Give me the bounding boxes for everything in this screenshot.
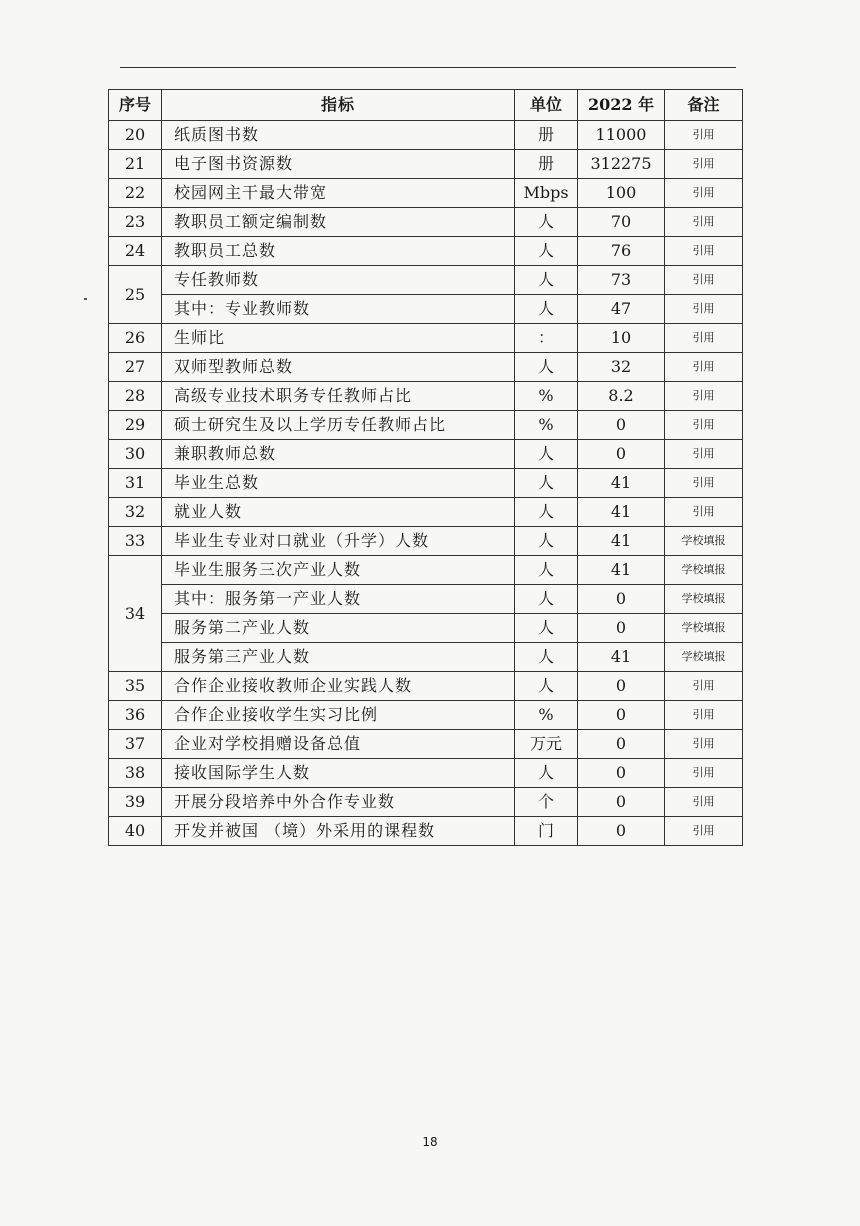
row-seq: 27 (109, 353, 162, 382)
row-unit: 人 (515, 440, 578, 469)
row-value: 41 (578, 527, 665, 556)
row-note: 引用 (665, 672, 743, 701)
row-value: 0 (578, 759, 665, 788)
row-unit: 人 (515, 643, 578, 672)
table-header-row (109, 90, 743, 121)
row-unit: 册 (515, 150, 578, 179)
row-value: 0 (578, 440, 665, 469)
table-row (109, 527, 743, 556)
row-unit: 人 (515, 208, 578, 237)
row-value: 0 (578, 614, 665, 643)
row-indicator: 专任教师数 (162, 266, 515, 295)
row-note: 引用 (665, 266, 743, 295)
row-seq: 30 (109, 440, 162, 469)
row-note: 引用 (665, 208, 743, 237)
statistics-table (108, 89, 743, 846)
row-value: 41 (578, 469, 665, 498)
row-note: 引用 (665, 817, 743, 846)
row-indicator: 其中：专业教师数 (162, 295, 515, 324)
table-row (109, 121, 743, 150)
header-indicator: 指标 (162, 90, 515, 121)
row-seq: 39 (109, 788, 162, 817)
row-seq: 26 (109, 324, 162, 353)
row-value: 0 (578, 672, 665, 701)
row-seq: 25 (109, 266, 162, 324)
row-seq: 28 (109, 382, 162, 411)
row-indicator: 电子图书资源数 (162, 150, 515, 179)
table-row (109, 556, 743, 585)
row-seq: 34 (109, 556, 162, 672)
row-indicator: 企业对学校捐赠设备总值 (162, 730, 515, 759)
row-indicator: 纸质图书数 (162, 121, 515, 150)
table-row (109, 150, 743, 179)
table-row (109, 208, 743, 237)
row-note: 引用 (665, 730, 743, 759)
page-number: 18 (422, 1135, 438, 1149)
row-seq: 32 (109, 498, 162, 527)
row-indicator: 生师比 (162, 324, 515, 353)
row-indicator: 合作企业接收教师企业实践人数 (162, 672, 515, 701)
row-indicator: 其中：服务第一产业人数 (162, 585, 515, 614)
row-value: 0 (578, 817, 665, 846)
row-indicator: 开展分段培养中外合作专业数 (162, 788, 515, 817)
table-row (109, 411, 743, 440)
row-unit: 人 (515, 266, 578, 295)
row-indicator: 教职员工总数 (162, 237, 515, 266)
table-row (109, 701, 743, 730)
row-seq: 21 (109, 150, 162, 179)
row-note: 引用 (665, 295, 743, 324)
row-note: 引用 (665, 411, 743, 440)
row-unit: 人 (515, 469, 578, 498)
row-note: 引用 (665, 788, 743, 817)
row-seq: 23 (109, 208, 162, 237)
table-row (109, 585, 743, 614)
row-indicator: 高级专业技术职务专任教师占比 (162, 382, 515, 411)
row-seq: 20 (109, 121, 162, 150)
row-note: 引用 (665, 440, 743, 469)
table-row (109, 382, 743, 411)
row-value: 100 (578, 179, 665, 208)
table-row (109, 179, 743, 208)
row-unit: 人 (515, 295, 578, 324)
row-value: 76 (578, 237, 665, 266)
header-seq: 序号 (109, 90, 162, 121)
row-value: 10 (578, 324, 665, 353)
row-value: 0 (578, 701, 665, 730)
table-row (109, 469, 743, 498)
row-value: 41 (578, 498, 665, 527)
row-unit: 册 (515, 121, 578, 150)
row-value: 0 (578, 411, 665, 440)
row-note: 引用 (665, 469, 743, 498)
table-row (109, 643, 743, 672)
row-indicator: 硕士研究生及以上学历专任教师占比 (162, 411, 515, 440)
row-indicator: 教职员工额定编制数 (162, 208, 515, 237)
row-seq: 35 (109, 672, 162, 701)
row-unit: 人 (515, 353, 578, 382)
row-indicator: 服务第二产业人数 (162, 614, 515, 643)
row-note: 学校填报 (665, 527, 743, 556)
row-note: 引用 (665, 237, 743, 266)
row-unit: Mbps (515, 179, 578, 208)
row-value: 73 (578, 266, 665, 295)
row-indicator: 接收国际学生人数 (162, 759, 515, 788)
row-value: 312275 (578, 150, 665, 179)
row-note: 引用 (665, 179, 743, 208)
row-unit: % (515, 411, 578, 440)
table-row (109, 614, 743, 643)
row-seq: 38 (109, 759, 162, 788)
row-value: 11000 (578, 121, 665, 150)
table-row (109, 788, 743, 817)
header-year: 2022 年 (578, 90, 665, 121)
row-value: 0 (578, 788, 665, 817)
table-row (109, 672, 743, 701)
row-value: 32 (578, 353, 665, 382)
row-note: 引用 (665, 759, 743, 788)
row-value: 8.2 (578, 382, 665, 411)
row-value: 47 (578, 295, 665, 324)
row-seq: 24 (109, 237, 162, 266)
table-row (109, 498, 743, 527)
row-seq: 31 (109, 469, 162, 498)
header-unit: 单位 (515, 90, 578, 121)
row-unit: 人 (515, 672, 578, 701)
row-indicator: 兼职教师总数 (162, 440, 515, 469)
row-indicator: 开发并被国 （境）外采用的课程数 (162, 817, 515, 846)
row-note: 学校填报 (665, 614, 743, 643)
row-unit: % (515, 701, 578, 730)
row-value: 0 (578, 585, 665, 614)
row-note: 引用 (665, 121, 743, 150)
row-indicator: 校园网主干最大带宽 (162, 179, 515, 208)
row-indicator: 双师型教师总数 (162, 353, 515, 382)
row-note: 引用 (665, 324, 743, 353)
row-note: 学校填报 (665, 585, 743, 614)
row-indicator: 服务第三产业人数 (162, 643, 515, 672)
row-indicator: 就业人数 (162, 498, 515, 527)
row-value: 41 (578, 643, 665, 672)
row-unit: 人 (515, 556, 578, 585)
table-row (109, 759, 743, 788)
row-unit: 人 (515, 498, 578, 527)
row-seq: 33 (109, 527, 162, 556)
table-row (109, 266, 743, 295)
table-row (109, 353, 743, 382)
row-unit: 人 (515, 614, 578, 643)
row-indicator: 毕业生专业对口就业（升学）人数 (162, 527, 515, 556)
row-note: 学校填报 (665, 556, 743, 585)
row-note: 引用 (665, 701, 743, 730)
row-indicator: 合作企业接收学生实习比例 (162, 701, 515, 730)
table-row (109, 237, 743, 266)
header-rule (120, 67, 736, 68)
row-seq: 37 (109, 730, 162, 759)
row-note: 引用 (665, 382, 743, 411)
row-value: 0 (578, 730, 665, 759)
table-row (109, 817, 743, 846)
row-seq: 22 (109, 179, 162, 208)
row-seq: 29 (109, 411, 162, 440)
row-unit: 人 (515, 237, 578, 266)
row-unit: 门 (515, 817, 578, 846)
row-unit: 人 (515, 759, 578, 788)
row-unit: ： (515, 324, 578, 353)
row-note: 学校填报 (665, 643, 743, 672)
row-note: 引用 (665, 353, 743, 382)
table-row (109, 440, 743, 469)
row-value: 70 (578, 208, 665, 237)
row-indicator: 毕业生服务三次产业人数 (162, 556, 515, 585)
row-unit: 人 (515, 527, 578, 556)
table-row (109, 730, 743, 759)
row-value: 41 (578, 556, 665, 585)
row-note: 引用 (665, 498, 743, 527)
table-row (109, 295, 743, 324)
scan-speck (84, 298, 87, 300)
row-unit: % (515, 382, 578, 411)
row-unit: 人 (515, 585, 578, 614)
row-unit: 万元 (515, 730, 578, 759)
row-note: 引用 (665, 150, 743, 179)
row-indicator: 毕业生总数 (162, 469, 515, 498)
row-seq: 36 (109, 701, 162, 730)
table-row (109, 324, 743, 353)
row-seq: 40 (109, 817, 162, 846)
row-unit: 个 (515, 788, 578, 817)
header-note: 备注 (665, 90, 743, 121)
